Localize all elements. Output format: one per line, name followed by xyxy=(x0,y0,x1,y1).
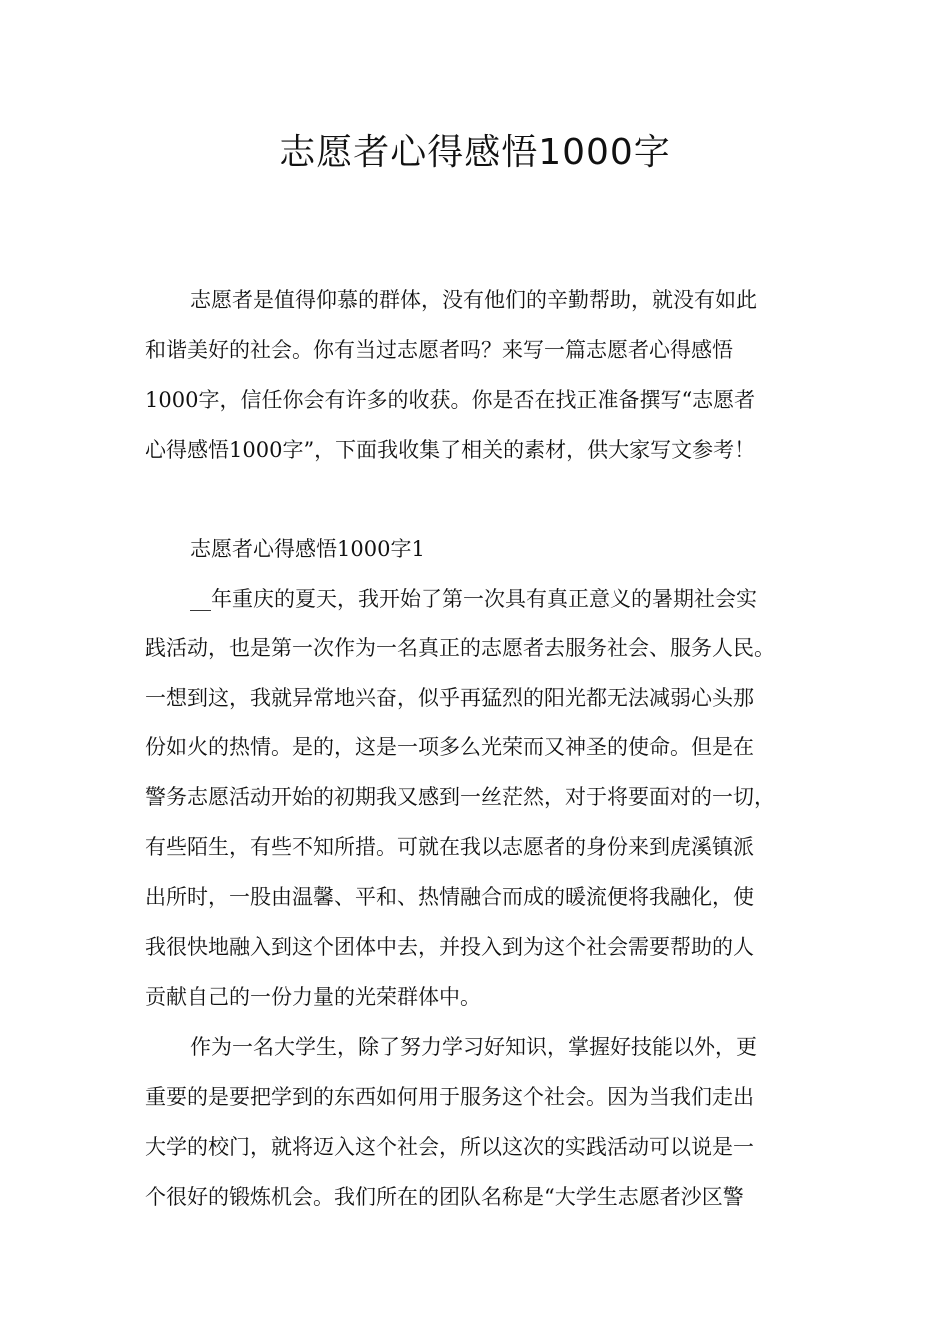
paragraph2-line-2: 重要的是要把学到的东西如何用于服务这个社会。因为当我们走出 xyxy=(145,1085,754,1109)
paragraph2-line-3: 大学的校门，就将迈入这个社会，所以这次的实践活动可以说是一 xyxy=(145,1135,754,1159)
paragraph1-line-7: 出所时，一股由温馨、平和、热情融合而成的暖流便将我融化，使 xyxy=(145,885,754,909)
paragraph1-line-5: 警务志愿活动开始的初期我又感到一丝茫然，对于将要面对的一切， xyxy=(145,785,775,809)
paragraph1-line-4: 份如火的热情。是的，这是一项多么光荣而又神圣的使命。但是在 xyxy=(145,735,754,759)
paragraph1-line-9: 贡献自己的一份力量的光荣群体中。 xyxy=(145,985,481,1009)
intro-line-1: 志愿者是值得仰慕的群体，没有他们的辛勤帮助，就没有如此 xyxy=(190,288,757,312)
section-heading: 志愿者心得感悟1000字1 xyxy=(190,537,425,561)
document-title: 志愿者心得感悟1000字 xyxy=(279,132,671,173)
paragraph1-line-6: 有些陌生，有些不知所措。可就在我以志愿者的身份来到虎溪镇派 xyxy=(145,835,754,859)
paragraph1-line-3: 一想到这，我就异常地兴奋，似乎再猛烈的阳光都无法减弱心头那 xyxy=(145,686,754,710)
intro-line-2: 和谐美好的社会。你有当过志愿者吗？来写一篇志愿者心得感悟 xyxy=(145,338,733,362)
intro-line-4: 心得感悟1000字”，下面我收集了相关的素材，供大家写文参考！ xyxy=(145,438,756,462)
paragraph1-line-8: 我很快地融入到这个团体中去，并投入到为这个社会需要帮助的人 xyxy=(145,935,754,959)
paragraph1-line-1: __年重庆的夏天，我开始了第一次具有真正意义的暑期社会实 xyxy=(190,587,757,611)
paragraph2-line-1: 作为一名大学生，除了努力学习好知识，掌握好技能以外，更 xyxy=(190,1035,757,1059)
paragraph2-line-4: 个很好的锻炼机会。我们所在的团队名称是“大学生志愿者沙区警 xyxy=(145,1185,744,1209)
intro-line-3: 1000字，信任你会有许多的收获。你是否在找正准备撰写“志愿者 xyxy=(145,388,756,412)
paragraph1-line-2: 践活动，也是第一次作为一名真正的志愿者去服务社会、服务人民。 xyxy=(145,636,775,660)
